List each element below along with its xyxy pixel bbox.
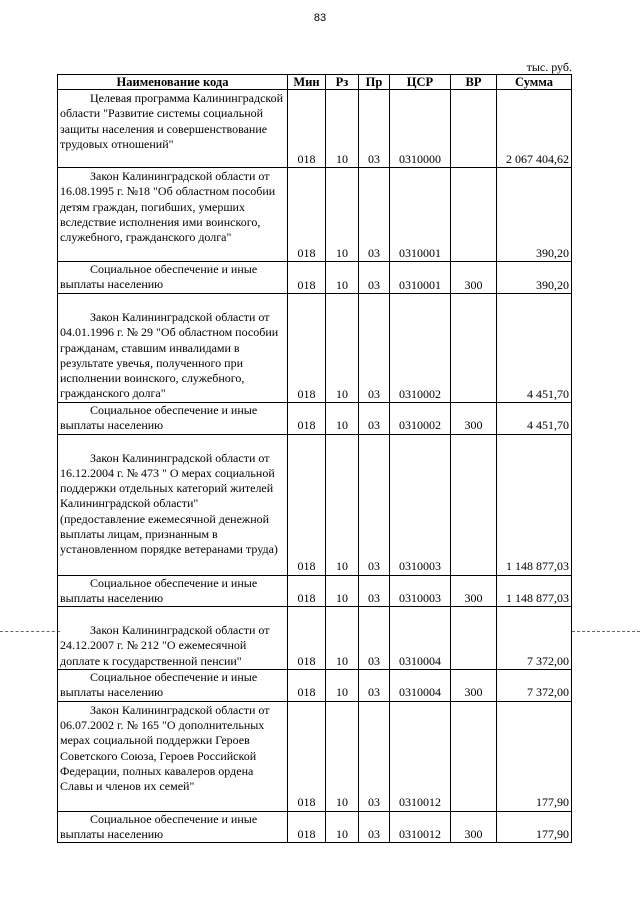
row-rz: 10 [326, 575, 359, 607]
row-rz: 10 [326, 262, 359, 294]
row-vr [451, 168, 497, 262]
row-pr: 03 [359, 403, 390, 435]
table-header-row [58, 75, 572, 90]
header-name: Наименование кода [58, 75, 288, 90]
row-rz: 10 [326, 434, 359, 575]
row-rz: 10 [326, 403, 359, 435]
table-row [58, 701, 572, 811]
row-vr: 300 [451, 811, 497, 843]
row-csr: 0310002 [390, 403, 451, 435]
row-name: Закон Калининградской области от 16.12.2004 г. № 473 " О мерах социальной поддержки отдельных категорий жителей Калининградской области" (предоставление ежемесячной денежной выплаты лицам, признанным в установленном порядке ветеранами труда) [58, 434, 288, 575]
row-vr: 300 [451, 575, 497, 607]
row-sum: 4 451,70 [497, 294, 572, 403]
row-vr [451, 294, 497, 403]
row-name: Социальное обеспечение и иные выплаты населению [58, 403, 288, 435]
row-name: Целевая программа Калининградской области "Развитие системы социальной защиты населения и совершенствование трудовых отношений" [58, 90, 288, 168]
row-min: 018 [288, 575, 326, 607]
row-csr: 0310003 [390, 434, 451, 575]
row-min: 018 [288, 811, 326, 843]
row-pr: 03 [359, 701, 390, 811]
row-sum: 7 372,00 [497, 607, 572, 670]
row-name: Социальное обеспечение и иные выплаты населению [58, 262, 288, 294]
row-pr: 03 [359, 294, 390, 403]
table-row [58, 670, 572, 702]
row-name: Закон Калининградской области от 16.08.1995 г. №18 "Об областном пособии детям граждан, погибших, умерших вследствие исполнения ими воинского, служебного, гражданского долга" [58, 168, 288, 262]
row-sum: 390,20 [497, 262, 572, 294]
header-rz: Рз [326, 75, 359, 90]
header-pr: Пр [359, 75, 390, 90]
row-sum: 177,90 [497, 701, 572, 811]
row-pr: 03 [359, 90, 390, 168]
table-row [58, 607, 572, 670]
row-vr: 300 [451, 262, 497, 294]
row-csr: 0310004 [390, 607, 451, 670]
page-number: 83 [313, 12, 327, 24]
row-csr: 0310003 [390, 575, 451, 607]
header-csr: ЦСР [390, 75, 451, 90]
row-rz: 10 [326, 607, 359, 670]
header-sum: Сумма [497, 75, 572, 90]
row-name: Социальное обеспечение и иные выплаты населению [58, 811, 288, 843]
row-rz: 10 [326, 811, 359, 843]
row-rz: 10 [326, 701, 359, 811]
row-csr: 0310001 [390, 168, 451, 262]
row-pr: 03 [359, 670, 390, 702]
row-rz: 10 [326, 294, 359, 403]
table-row [58, 811, 572, 843]
row-vr [451, 90, 497, 168]
row-min: 018 [288, 607, 326, 670]
row-min: 018 [288, 90, 326, 168]
row-csr: 0310012 [390, 811, 451, 843]
row-min: 018 [288, 434, 326, 575]
table-row [58, 168, 572, 262]
table-row [58, 403, 572, 435]
header-min: Мин [288, 75, 326, 90]
row-min: 018 [288, 168, 326, 262]
units-label: тыс. руб. [526, 60, 572, 74]
row-pr: 03 [359, 575, 390, 607]
table-row [58, 294, 572, 403]
row-sum: 1 148 877,03 [497, 434, 572, 575]
row-name: Закон Калининградской области от 06.07.2002 г. № 165 "О дополнительных мерах социальной поддержки Героев Советского Союза, Героев Российской Федерации, полных кавалеров ордена Славы и членов их семей" [58, 701, 288, 811]
row-rz: 10 [326, 168, 359, 262]
row-sum: 1 148 877,03 [497, 575, 572, 607]
row-min: 018 [288, 701, 326, 811]
row-sum: 4 451,70 [497, 403, 572, 435]
row-pr: 03 [359, 607, 390, 670]
row-csr: 0310004 [390, 670, 451, 702]
row-pr: 03 [359, 262, 390, 294]
row-vr [451, 701, 497, 811]
row-csr: 0310001 [390, 262, 451, 294]
row-pr: 03 [359, 434, 390, 575]
row-pr: 03 [359, 811, 390, 843]
scan-artifact-left [0, 631, 60, 632]
row-sum: 2 067 404,62 [497, 90, 572, 168]
row-csr: 0310002 [390, 294, 451, 403]
row-sum: 7 372,00 [497, 670, 572, 702]
row-sum: 390,20 [497, 168, 572, 262]
row-name: Социальное обеспечение и иные выплаты населению [58, 670, 288, 702]
budget-table [57, 74, 572, 843]
row-csr: 0310000 [390, 90, 451, 168]
row-min: 018 [288, 294, 326, 403]
row-min: 018 [288, 403, 326, 435]
table-row [58, 90, 572, 168]
row-min: 018 [288, 262, 326, 294]
row-rz: 10 [326, 670, 359, 702]
row-pr: 03 [359, 168, 390, 262]
row-vr [451, 434, 497, 575]
row-csr: 0310012 [390, 701, 451, 811]
row-name: Закон Калининградской области от 04.01.1996 г. № 29 "Об областном пособии гражданам, ставшим инвалидами в результате увечья, полученного при исполнении воинского, служебного, гражданского долга" [58, 294, 288, 403]
row-vr [451, 607, 497, 670]
row-sum: 177,90 [497, 811, 572, 843]
row-min: 018 [288, 670, 326, 702]
row-rz: 10 [326, 90, 359, 168]
row-name: Закон Калининградской области от 24.12.2007 г. № 212 "О ежемесячной доплате к государственной пенсии" [58, 607, 288, 670]
table-row [58, 575, 572, 607]
row-vr: 300 [451, 670, 497, 702]
row-name: Социальное обеспечение и иные выплаты населению [58, 575, 288, 607]
row-vr: 300 [451, 403, 497, 435]
header-vr: ВР [451, 75, 497, 90]
table-row [58, 262, 572, 294]
scan-artifact-right [572, 631, 640, 632]
table-row [58, 434, 572, 575]
